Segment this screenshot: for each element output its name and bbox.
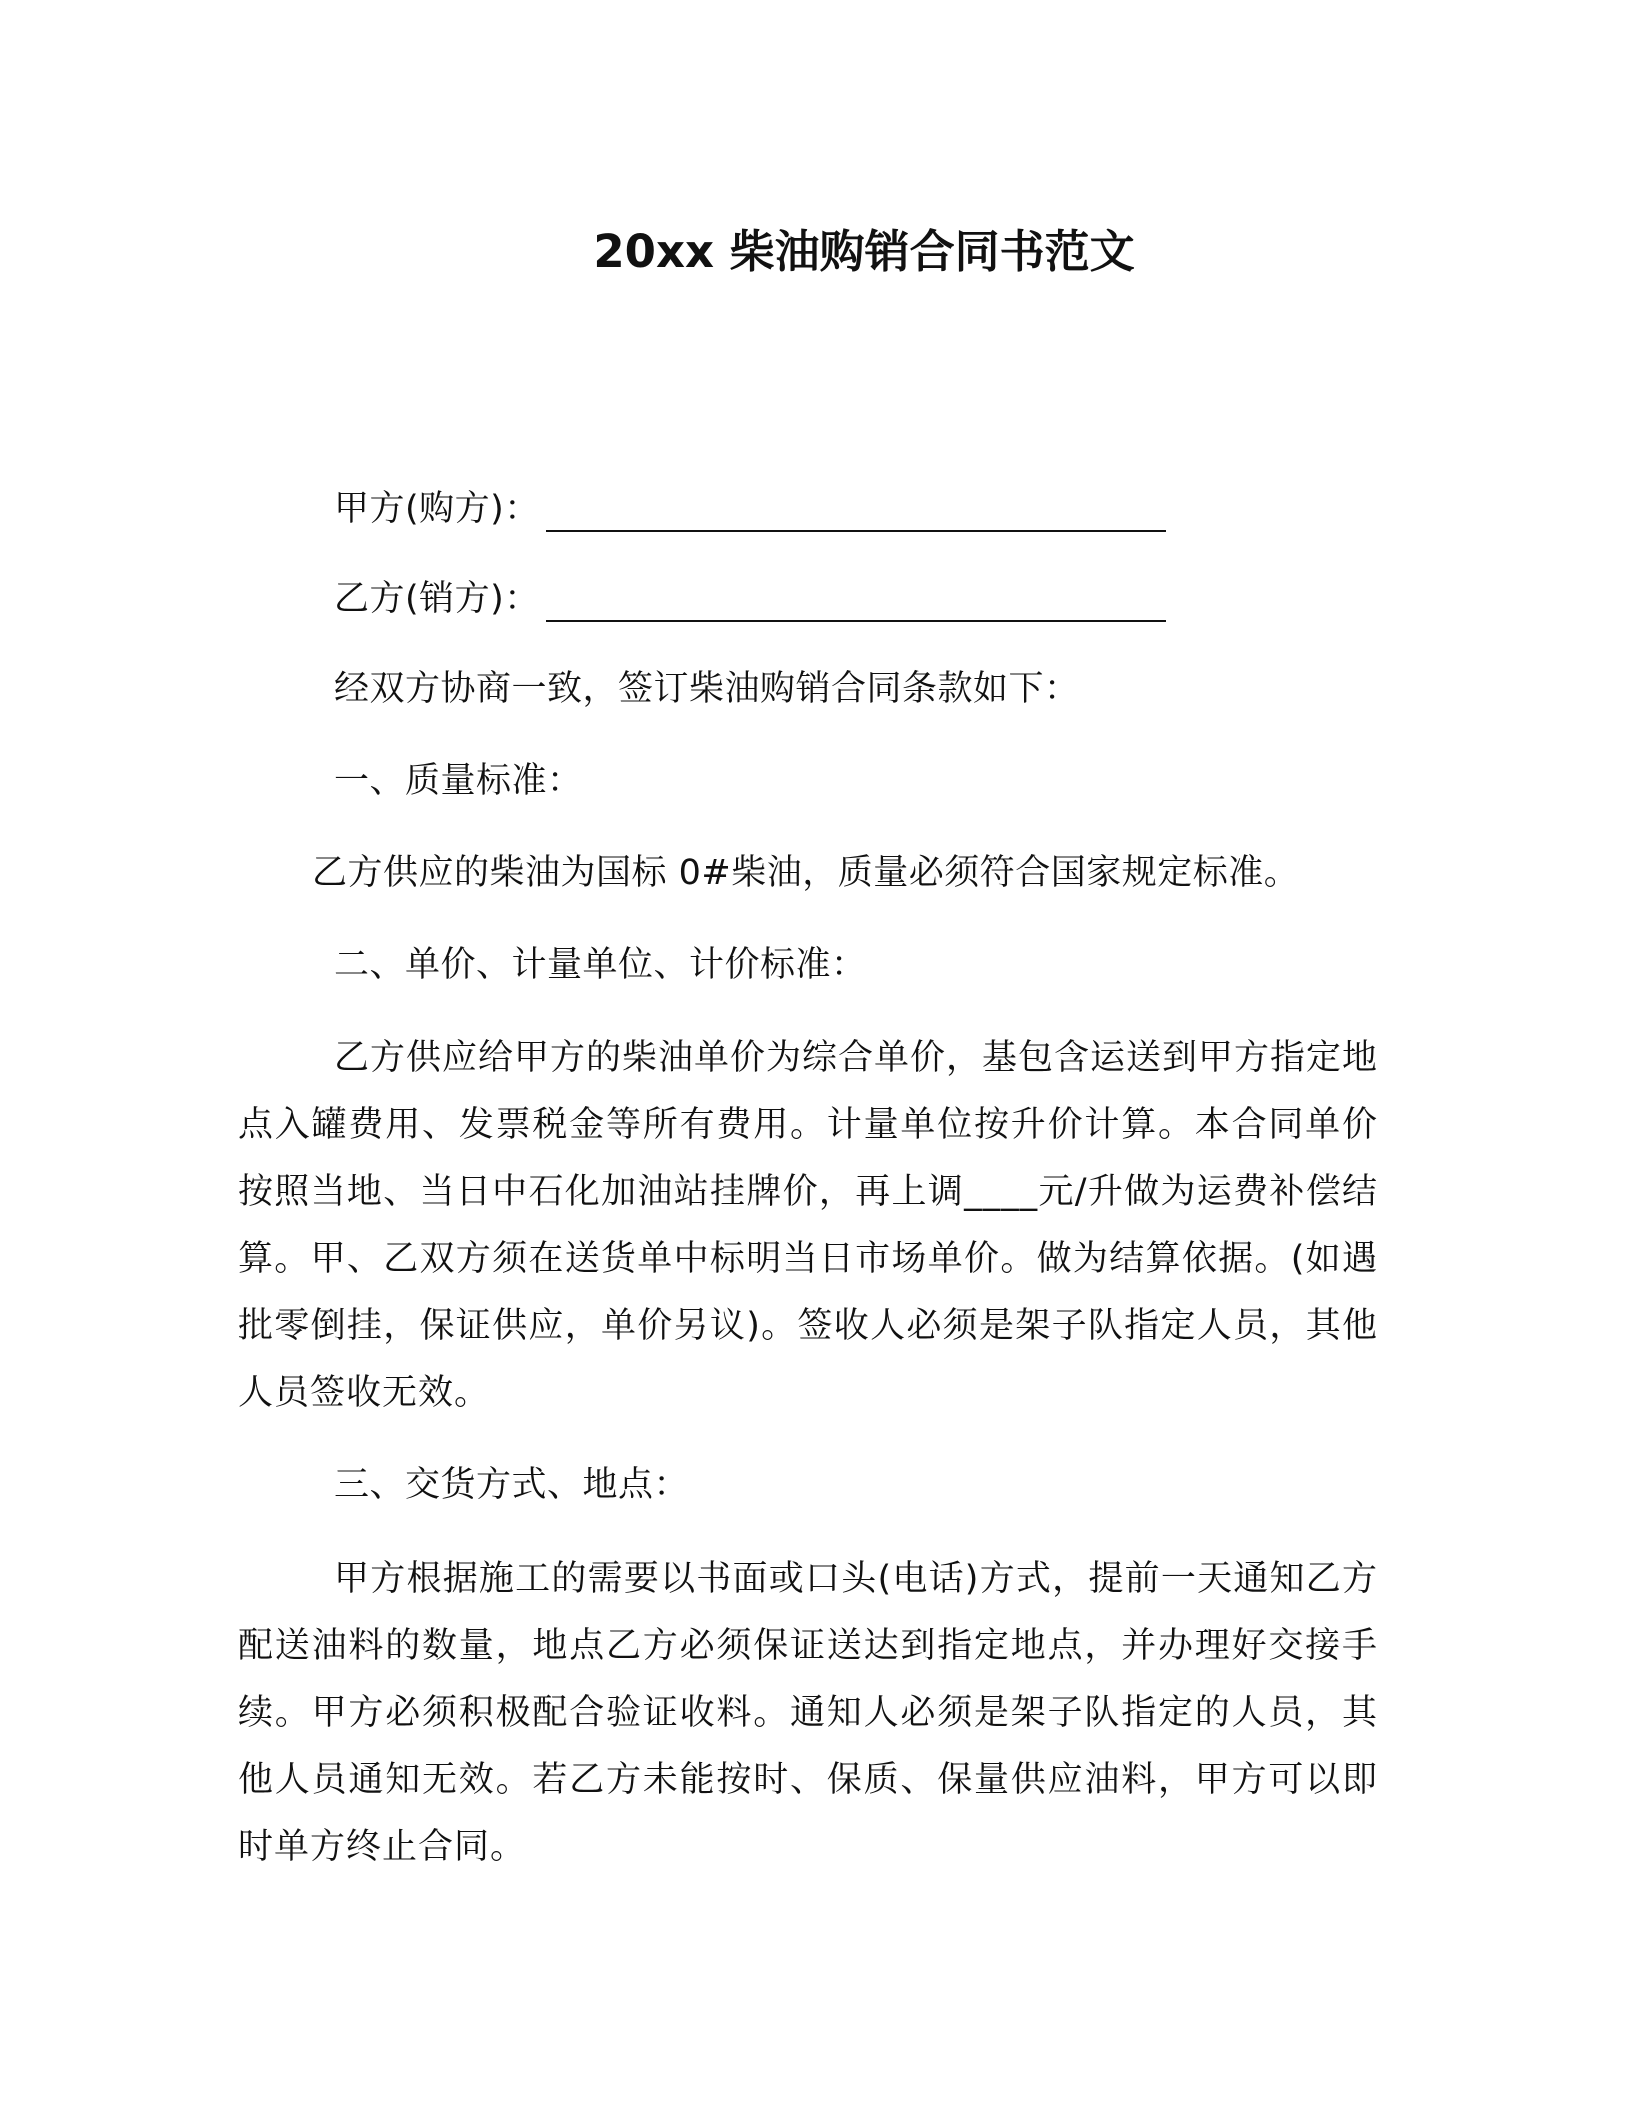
party-a-line [334, 486, 1166, 532]
section2-paragraph: 乙方供应给甲方的柴油单价为综合单价，基包含运送到甲方指定地点入罐费用、发票税金等所有费用。计量单位按升价计算。本合同单价按照当地、当日中石化加油站挂牌价，再上调____元/升做为运费补偿结算。甲、乙双方须在送货单中标明当日市场单价。做为结算依据。(如遇批零倒挂，保证供应，单价另议)。签收人必须是架子队指定人员，其他人员签收无效。 [238, 1038, 1379, 1413]
section1-text: 乙方供应的柴油为国标 0#柴油，质量必须符合国家规定标准。 [312, 853, 1300, 893]
party-b-line [334, 576, 1166, 622]
party-b-label: 乙方(销方)： [334, 579, 540, 619]
document-title: 20xx 柴油购销合同书范文 [593, 225, 1135, 278]
section3-heading: 三、交货方式、地点： [334, 1465, 690, 1505]
party-a-blank[interactable] [546, 494, 1166, 532]
section2-heading: 二、单价、计量单位、计价标准： [334, 945, 867, 985]
section1-heading: 一、质量标准： [334, 761, 583, 801]
party-b-blank[interactable] [546, 584, 1166, 622]
intro-text: 经双方协商一致，签订柴油购销合同条款如下： [334, 669, 1080, 709]
party-a-label: 甲方(购方)： [334, 489, 540, 529]
section3-paragraph: 甲方根据施工的需要以书面或口头(电话)方式，提前一天通知乙方配送油料的数量，地点乙方必须保证送达到指定地点，并办理好交接手续。甲方必须积极配合验证收料。通知人必须是架子队指定的人员，其他人员通知无效。若乙方未能按时、保质、保量供应油料，甲方可以即时单方终止合同。 [238, 1559, 1378, 1867]
